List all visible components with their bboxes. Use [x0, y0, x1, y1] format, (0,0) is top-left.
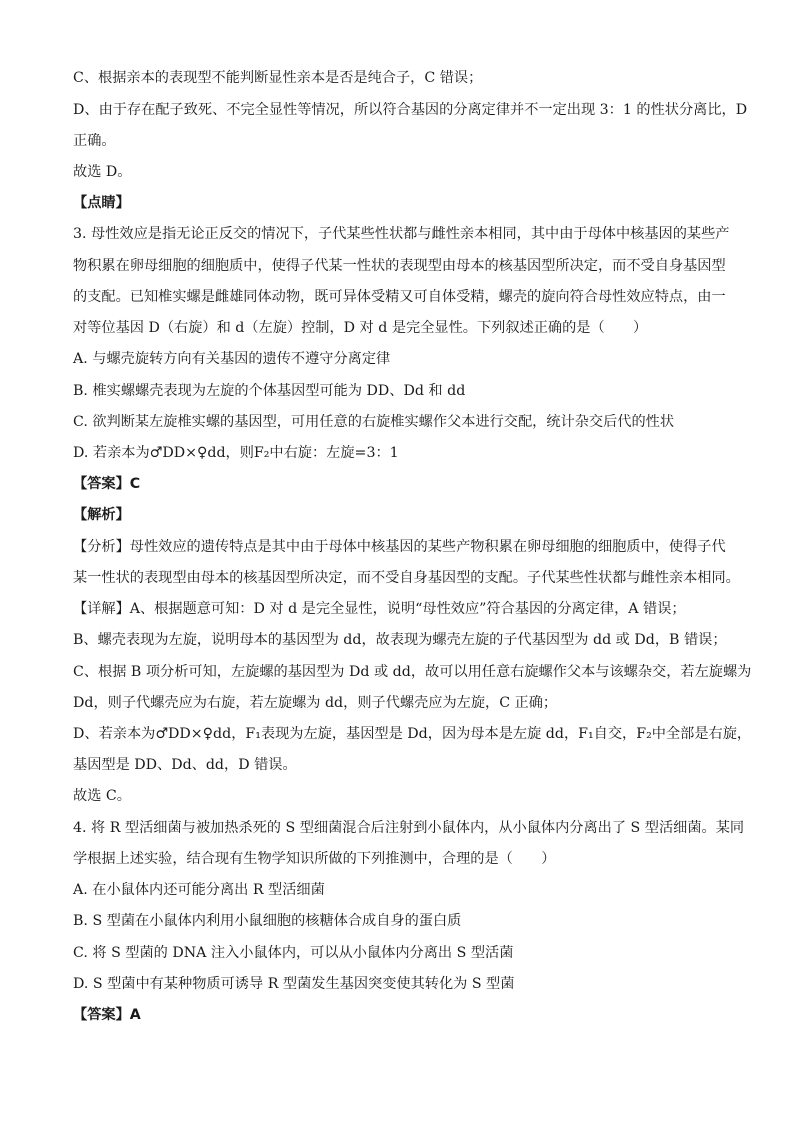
conclusion-text: 故选 C。: [73, 788, 131, 804]
detail-text: Dd，则子代螺壳应为右旋，若左旋螺为 dd，则子代螺壳应为左旋，C 正确；: [73, 695, 558, 711]
question-3-stem: 对等位基因 D（右旋）和 d（左旋）控制，D 对 d 是完全显性。下列叙述正确的是（ ）: [73, 320, 648, 336]
detail-text: 基因型是 DD、Dd、dd，D 错误。: [73, 757, 297, 773]
option-b: B. S 型菌在小鼠体内利用小鼠细胞的核糖体合成自身的蛋白质: [73, 913, 462, 929]
answer-label: 【答案】C: [73, 476, 141, 492]
section-heading: 【点睛】: [73, 195, 130, 211]
question-3-stem: 物积累在卵母细胞的细胞质中，使得子代某一性状的表现型由母本的核基因型所决定，而不受自身基因型: [73, 258, 726, 274]
answer-label: 【答案】A: [73, 1007, 141, 1023]
detail-text: B、螺壳表现为左旋，说明母本的基因型为 dd，故表现为螺壳左旋的子代基因型为 dd 或 Dd，B 错误；: [73, 632, 727, 648]
question-4-stem: 学根据上述实验，结合现有生物学知识所做的下列推测中，合理的是（ ）: [73, 851, 556, 867]
option-b: B. 椎实螺螺壳表现为左旋的个体基因型可能为 DD、Dd 和 dd: [73, 383, 466, 399]
question-3-stem: 的支配。已知椎实螺是雌雄同体动物，既可异体受精又可自体受精，螺壳的旋向符合母性效应特点，由一: [73, 289, 726, 305]
detail-text: C、根据 B 项分析可知，左旋螺的基因型为 Dd 或 dd，故可以用任意右旋螺作父本与该螺杂交，若左旋螺为: [73, 664, 752, 680]
option-a: A. 与螺壳旋转方向有关基因的遗传不遵守分离定律: [73, 351, 391, 367]
analysis-text: 某一性状的表现型由母本的核基因型所决定，而不受自身基因型的支配。子代某些性状都与雌性亲本相同。: [73, 570, 740, 586]
detail-text: D、若亲本为♂DD×♀dd，F₁表现为左旋，基因型是 Dd，因为母本是左旋 dd，F₁自交，F₂中全部是右旋，: [73, 726, 752, 742]
text-line: 故选 D。: [73, 164, 132, 180]
question-3-stem: 3. 母性效应是指无论正反交的情况下，子代某些性状都与雌性亲本相同，其中由于母体中核基因的某些产: [73, 226, 730, 242]
option-a: A. 在小鼠体内还可能分离出 R 型活细菌: [73, 882, 325, 898]
option-c: C. 将 S 型菌的 DNA 注入小鼠体内，可以从小鼠体内分离出 S 型活菌: [73, 945, 514, 961]
text-line: C、根据亲本的表现型不能判断显性亲本是否是纯合子，C 错误；: [73, 70, 483, 86]
option-d: D. S 型菌中有某种物质可诱导 R 型菌发生基因突变使其转化为 S 型菌: [73, 976, 515, 992]
analysis-text: 【分析】母性效应的遗传特点是其中由于母体中核基因的某些产物积累在卵母细胞的细胞质中，使得子代: [73, 539, 726, 555]
option-d: D. 若亲本为♂DD×♀dd，则F₂中右旋：左旋=3：1: [73, 445, 399, 461]
text-line: 正确。: [73, 133, 116, 149]
analysis-heading: 【解析】: [73, 507, 130, 523]
text-line: D、由于存在配子致死、不完全显性等情况，所以符合基因的分离定律并不一定出现 3：1 的性状分离比，D: [73, 102, 748, 118]
option-c: C. 欲判断某左旋椎实螺的基因型，可用任意的右旋椎实螺作父本进行交配，统计杂交后代的性状: [73, 414, 675, 430]
question-4-stem: 4. 将 R 型活细菌与被加热杀死的 S 型细菌混合后注射到小鼠体内，从小鼠体内分离出了 S 型活细菌。某同: [73, 820, 745, 836]
detail-text: 【详解】A、根据题意可知：D 对 d 是完全显性，说明“母性效应”符合基因的分离定律，A 错误；: [73, 601, 686, 617]
